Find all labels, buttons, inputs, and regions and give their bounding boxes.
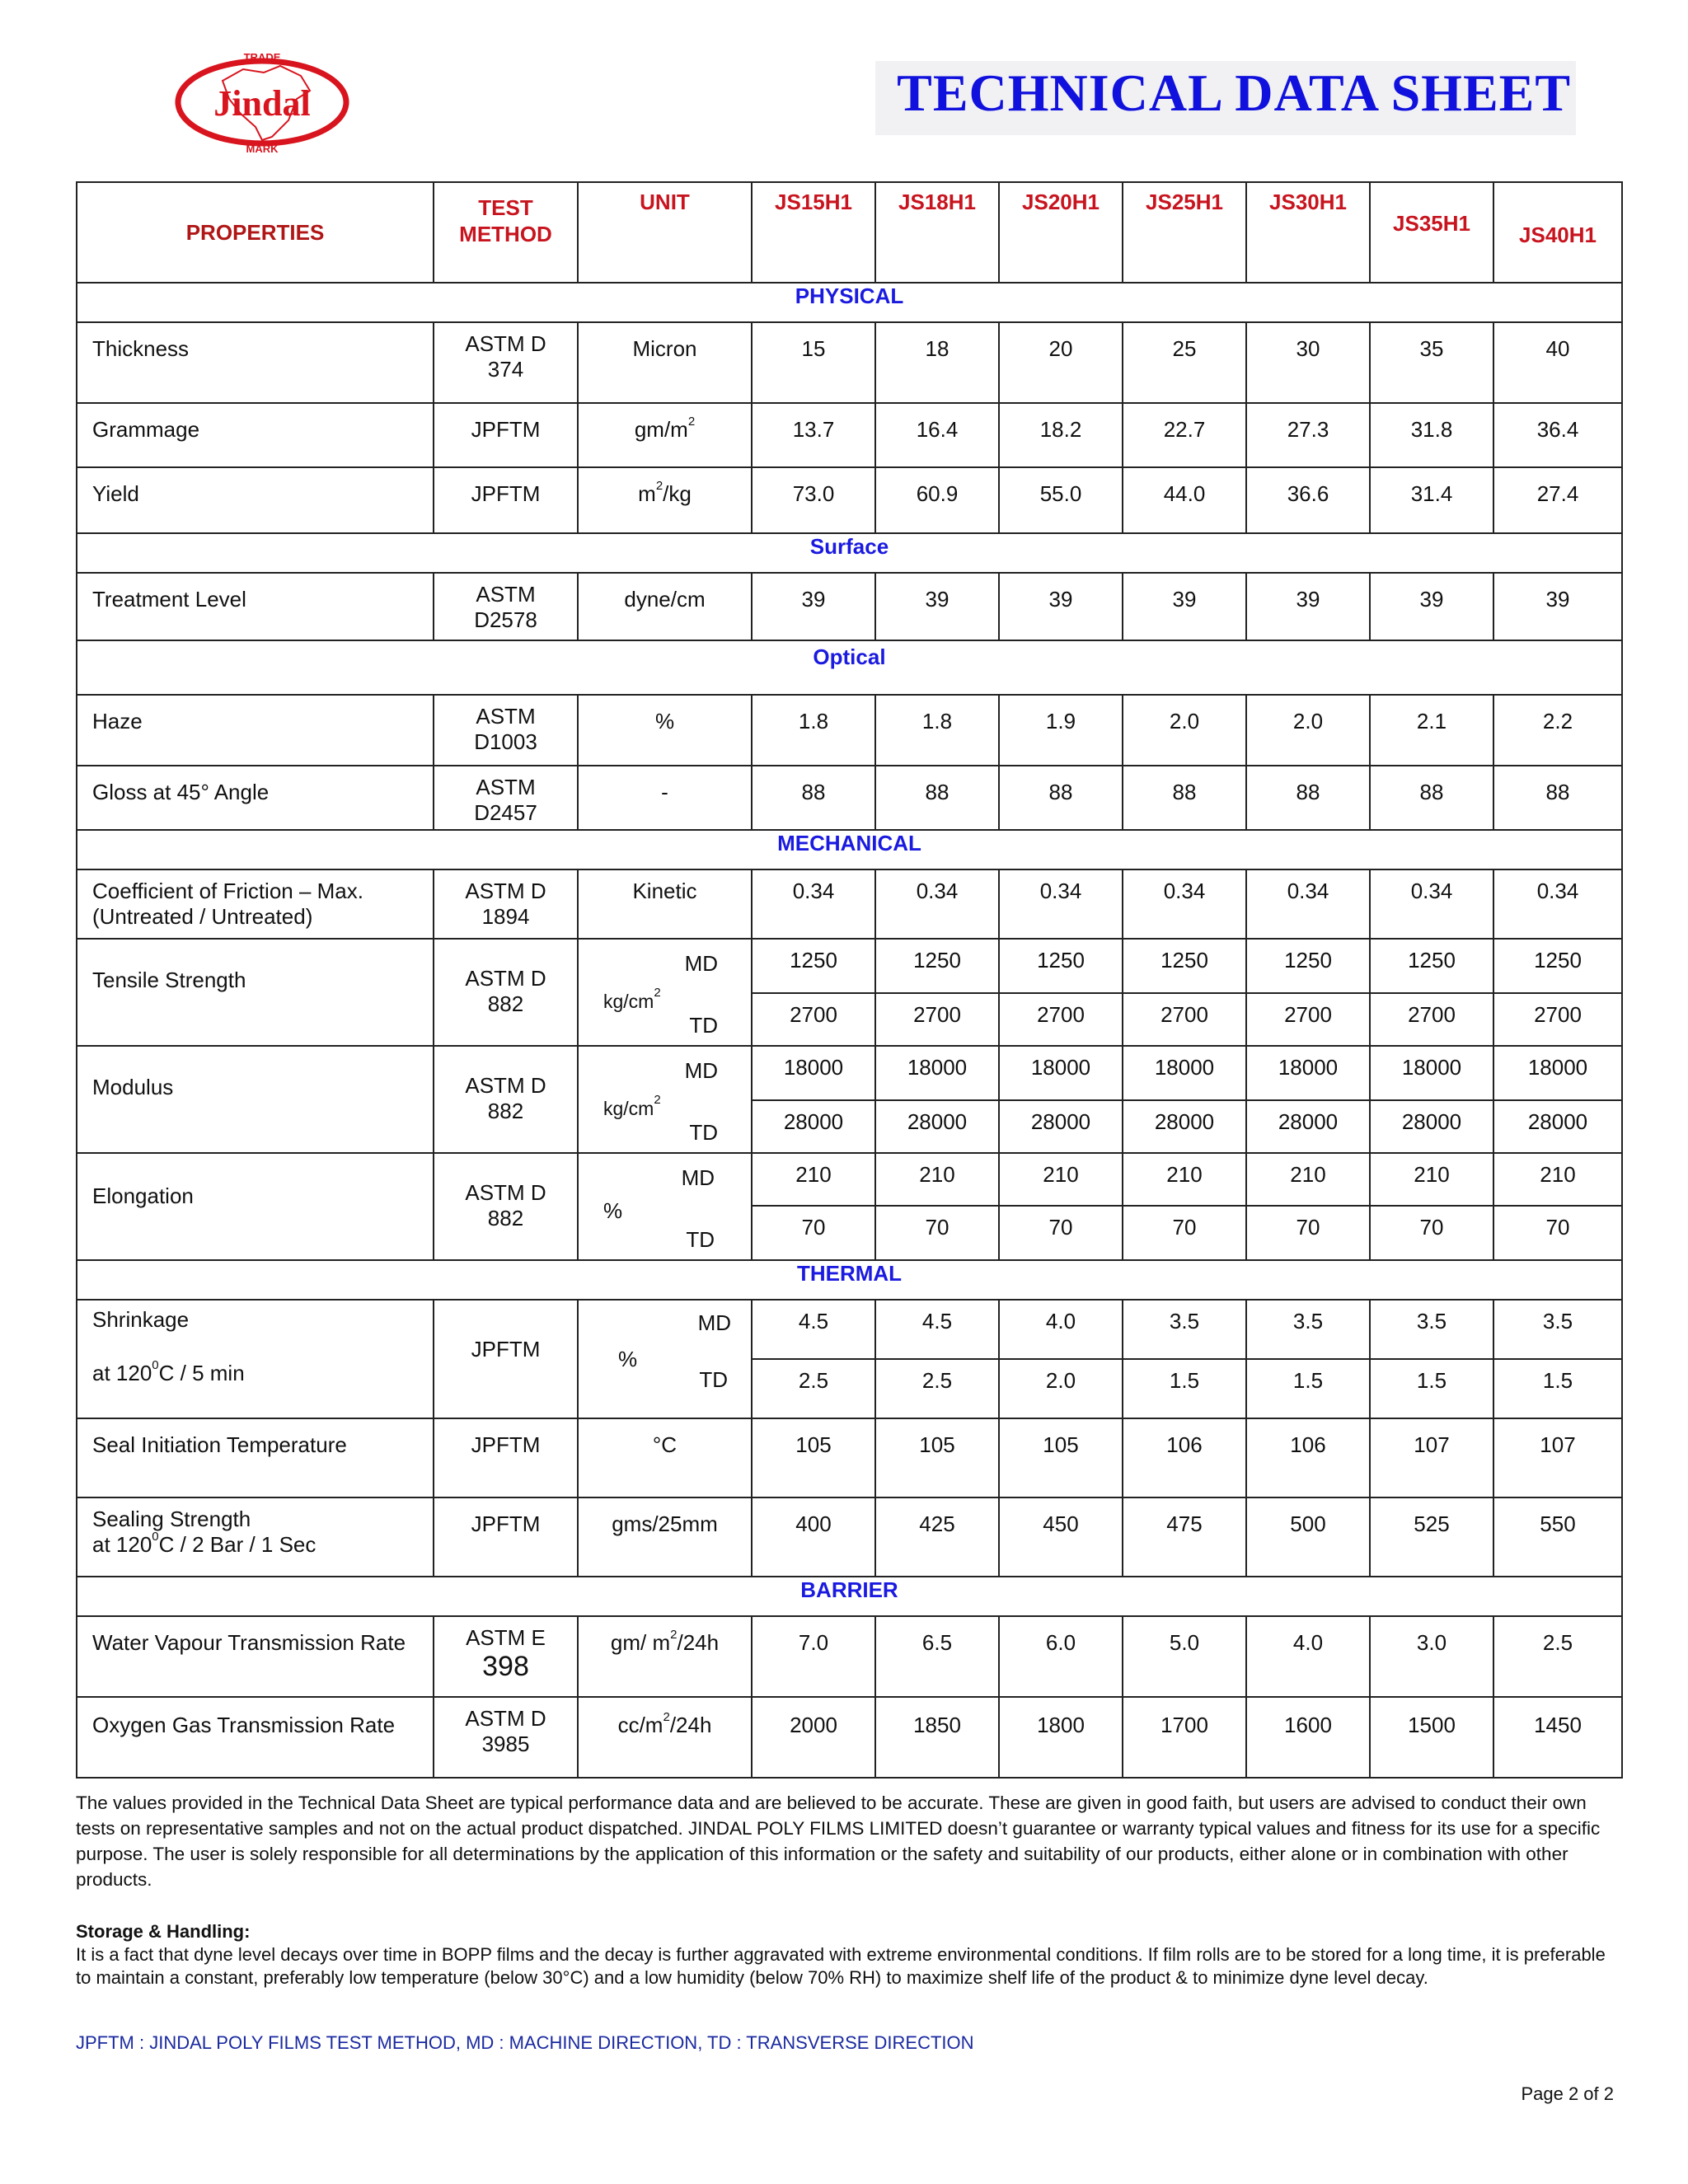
- logo-trade: TRADE: [243, 51, 281, 63]
- value-cell: 105: [875, 1418, 999, 1497]
- value-cell: 0.34: [875, 869, 999, 939]
- value-cell: 3.5: [1246, 1300, 1370, 1359]
- value-cell: 1600: [1246, 1697, 1370, 1778]
- test-method: ASTM D 882: [434, 1153, 578, 1260]
- page-number: Page 2 of 2: [1521, 2083, 1614, 2104]
- value-cell: 70: [1123, 1206, 1246, 1260]
- value-cell: 39: [1246, 573, 1370, 640]
- properties-table: [76, 181, 1623, 1779]
- value-cell: 18: [875, 322, 999, 403]
- property-name: Yield: [77, 467, 434, 533]
- value-cell: 20: [999, 322, 1123, 403]
- storage-section: [76, 1920, 1625, 1990]
- value-cell: 18000: [999, 1046, 1123, 1100]
- value-cell: 35: [1370, 322, 1493, 403]
- storage-text: It is a fact that dyne level decays over time in BOPP films and the decay is further aggravated with extreme environmental conditions. If film rolls are to be stored for a long time, it is preferable to maintain a constant, preferably low temperature (below 30°C) and a low humidity (below 70% RH) to maximize shelf life of the product & to minimize dyne level decay.: [76, 1944, 1606, 1988]
- header-properties: PROPERTIES: [77, 182, 434, 283]
- value-cell: 1250: [1493, 939, 1622, 993]
- value-cell: 2.0: [999, 1359, 1123, 1418]
- test-method: ASTM D 1894: [434, 869, 578, 939]
- test-method: JPFTM: [434, 1418, 578, 1497]
- unit: dyne/cm: [578, 573, 752, 640]
- property-name: Water Vapour Transmission Rate: [77, 1616, 434, 1697]
- value-cell: 70: [1370, 1206, 1493, 1260]
- value-cell: 2.5: [875, 1359, 999, 1418]
- value-cell: 105: [999, 1418, 1123, 1497]
- value-cell: 2.0: [1246, 695, 1370, 766]
- value-cell: 1.5: [1370, 1359, 1493, 1418]
- value-cell: 0.34: [1493, 869, 1622, 939]
- value-cell: 55.0: [999, 467, 1123, 533]
- value-cell: 1850: [875, 1697, 999, 1778]
- row-wvtr: [77, 1616, 1622, 1697]
- logo-mark: MARK: [246, 143, 279, 155]
- property-name: Grammage: [77, 403, 434, 467]
- test-method: ASTM D 3985: [434, 1697, 578, 1778]
- value-cell: 2700: [999, 993, 1123, 1046]
- value-cell: 3.5: [1370, 1300, 1493, 1359]
- value-cell: 1250: [875, 939, 999, 993]
- value-cell: 1450: [1493, 1697, 1622, 1778]
- value-cell: 30: [1246, 322, 1370, 403]
- unit: $cc/m^2/24h$: [578, 1697, 752, 1778]
- value-cell: 450: [999, 1497, 1123, 1577]
- value-cell: 28000: [999, 1100, 1123, 1153]
- section-row: [77, 1260, 1622, 1300]
- value-cell: 88: [1123, 766, 1246, 830]
- value-cell: 525: [1370, 1497, 1493, 1577]
- value-cell: 2700: [1493, 993, 1622, 1046]
- value-cell: 6.0: [999, 1616, 1123, 1697]
- value-cell: 1700: [1123, 1697, 1246, 1778]
- value-cell: 0.34: [999, 869, 1123, 939]
- value-cell: 18000: [1123, 1046, 1246, 1100]
- value-cell: 28000: [1370, 1100, 1493, 1153]
- property-name: Coefficient of Friction – Max. (Untreated / Untreated): [77, 869, 434, 939]
- value-cell: 31.8: [1370, 403, 1493, 467]
- value-cell: 1.9: [999, 695, 1123, 766]
- value-cell: 18000: [1493, 1046, 1622, 1100]
- value-cell: 27.4: [1493, 467, 1622, 533]
- header-grade: JS35H1: [1370, 182, 1493, 283]
- storage-heading: Storage & Handling:: [76, 1921, 251, 1942]
- table-header-row: [77, 182, 1622, 283]
- unit: %: [578, 695, 752, 766]
- property-name: Treatment Level: [77, 573, 434, 640]
- unit: °C: [578, 1418, 752, 1497]
- row-elongation-md: [77, 1153, 1622, 1206]
- property-name: Elongation: [77, 1153, 434, 1260]
- abbreviation-legend: JPFTM : JINDAL POLY FILMS TEST METHOD, MD : MACHINE DIRECTION, TD : TRANSVERSE DIRECTION: [76, 2032, 974, 2053]
- unit: Micron: [578, 322, 752, 403]
- section-row: [77, 1577, 1622, 1616]
- value-cell: 107: [1370, 1418, 1493, 1497]
- value-cell: 39: [1493, 573, 1622, 640]
- section-thermal: THERMAL: [77, 1260, 1622, 1300]
- value-cell: 88: [1493, 766, 1622, 830]
- property-name: Modulus: [77, 1046, 434, 1153]
- value-cell: 4.0: [1246, 1616, 1370, 1697]
- value-cell: 210: [1493, 1153, 1622, 1206]
- value-cell: 36.6: [1246, 467, 1370, 533]
- value-cell: 2700: [1123, 993, 1246, 1046]
- row-haze: [77, 695, 1622, 766]
- value-cell: 2.1: [1370, 695, 1493, 766]
- value-cell: 31.4: [1370, 467, 1493, 533]
- value-cell: 3.5: [1493, 1300, 1622, 1359]
- value-cell: 1.5: [1493, 1359, 1622, 1418]
- value-cell: 70: [875, 1206, 999, 1260]
- page-title: TECHNICAL DATA SHEET: [897, 63, 1571, 122]
- unit: gms/25mm: [578, 1497, 752, 1577]
- value-cell: 36.4: [1493, 403, 1622, 467]
- test-method: JPFTM: [434, 1497, 578, 1577]
- section-surface: Surface: [77, 533, 1622, 573]
- logo-brand: Jindal: [213, 83, 311, 124]
- value-cell: 18000: [1246, 1046, 1370, 1100]
- header-method: METHOD: [459, 222, 552, 246]
- section-row: [77, 830, 1622, 869]
- value-cell: 18000: [1370, 1046, 1493, 1100]
- header-grade: JS18H1: [875, 182, 999, 283]
- value-cell: 475: [1123, 1497, 1246, 1577]
- row-seal-initiation: [77, 1418, 1622, 1497]
- section-optical: Optical: [77, 640, 1622, 695]
- section-barrier: BARRIER: [77, 1577, 1622, 1616]
- row-cof: [77, 869, 1622, 939]
- value-cell: 107: [1493, 1418, 1622, 1497]
- property-name: Thickness: [77, 322, 434, 403]
- test-method: JPFTM: [434, 403, 578, 467]
- test-method: ASTM D2578: [434, 573, 578, 640]
- row-shrinkage-md: [77, 1300, 1622, 1359]
- value-cell: 73.0: [752, 467, 875, 533]
- value-cell: 39: [999, 573, 1123, 640]
- row-grammage: [77, 403, 1622, 467]
- property-name: Haze: [77, 695, 434, 766]
- header-grade: JS20H1: [999, 182, 1123, 283]
- value-cell: 1.5: [1246, 1359, 1370, 1418]
- value-cell: 106: [1123, 1418, 1246, 1497]
- value-cell: 60.9: [875, 467, 999, 533]
- value-cell: 210: [752, 1153, 875, 1206]
- value-cell: 25: [1123, 322, 1246, 403]
- title-box: [875, 61, 1576, 135]
- header-grade: JS15H1: [752, 182, 875, 283]
- value-cell: 2000: [752, 1697, 875, 1778]
- unit: MD % TD: [578, 1300, 752, 1418]
- value-cell: 4.5: [875, 1300, 999, 1359]
- value-cell: 425: [875, 1497, 999, 1577]
- header-grade: JS30H1: [1246, 182, 1370, 283]
- unit: MD % TD: [578, 1153, 752, 1260]
- value-cell: 16.4: [875, 403, 999, 467]
- value-cell: 28000: [1246, 1100, 1370, 1153]
- value-cell: 13.7: [752, 403, 875, 467]
- section-mechanical: MECHANICAL: [77, 830, 1622, 869]
- header-unit: UNIT: [578, 182, 752, 283]
- value-cell: 44.0: [1123, 467, 1246, 533]
- value-cell: 106: [1246, 1418, 1370, 1497]
- value-cell: 2700: [875, 993, 999, 1046]
- value-cell: 1.8: [875, 695, 999, 766]
- value-cell: 400: [752, 1497, 875, 1577]
- value-cell: 70: [1246, 1206, 1370, 1260]
- test-method: ASTM E 398: [434, 1616, 578, 1697]
- unit: $m^2/kg$: [578, 467, 752, 533]
- value-cell: 0.34: [1370, 869, 1493, 939]
- value-cell: 3.5: [1123, 1300, 1246, 1359]
- value-cell: 39: [752, 573, 875, 640]
- value-cell: 1800: [999, 1697, 1123, 1778]
- value-cell: 210: [1123, 1153, 1246, 1206]
- unit: -: [578, 766, 752, 830]
- value-cell: 6.5: [875, 1616, 999, 1697]
- row-treatment-level: [77, 573, 1622, 640]
- unit: MD $kg/cm^2$ TD: [578, 1046, 752, 1153]
- unit: Kinetic: [578, 869, 752, 939]
- value-cell: 28000: [752, 1100, 875, 1153]
- value-cell: 40: [1493, 322, 1622, 403]
- section-row: [77, 283, 1622, 322]
- value-cell: 3.0: [1370, 1616, 1493, 1697]
- value-cell: 1250: [999, 939, 1123, 993]
- property-name: Shrinkage at $120^0C / 5$ min: [77, 1300, 434, 1418]
- value-cell: 1500: [1370, 1697, 1493, 1778]
- value-cell: 2700: [752, 993, 875, 1046]
- property-name: Gloss at 45° Angle: [77, 766, 434, 830]
- property-name: Seal Initiation Temperature: [77, 1418, 434, 1497]
- value-cell: 39: [1370, 573, 1493, 640]
- value-cell: 88: [999, 766, 1123, 830]
- test-method: ASTM D2457: [434, 766, 578, 830]
- unit: MD $kg/cm^2$ TD: [578, 939, 752, 1046]
- value-cell: 88: [1370, 766, 1493, 830]
- value-cell: 210: [1246, 1153, 1370, 1206]
- value-cell: 210: [1370, 1153, 1493, 1206]
- test-method: ASTM D 882: [434, 1046, 578, 1153]
- property-name: Sealing Strength at $120^0C / 2$ Bar / 1 Sec: [77, 1497, 434, 1577]
- section-physical: PHYSICAL: [77, 283, 1622, 322]
- value-cell: 18000: [752, 1046, 875, 1100]
- unit: $gm/m^2$: [578, 403, 752, 467]
- section-row: [77, 533, 1622, 573]
- value-cell: 88: [875, 766, 999, 830]
- value-cell: 7.0: [752, 1616, 875, 1697]
- value-cell: 4.0: [999, 1300, 1123, 1359]
- row-otr: [77, 1697, 1622, 1778]
- value-cell: 2.0: [1123, 695, 1246, 766]
- header-grade: JS40H1: [1493, 182, 1622, 283]
- value-cell: 1.5: [1123, 1359, 1246, 1418]
- value-cell: 550: [1493, 1497, 1622, 1577]
- value-cell: 0.34: [752, 869, 875, 939]
- value-cell: 28000: [875, 1100, 999, 1153]
- header-test-method: [434, 182, 578, 283]
- header-test: TEST: [478, 195, 533, 220]
- value-cell: 70: [752, 1206, 875, 1260]
- value-cell: 28000: [1493, 1100, 1622, 1153]
- test-method: ASTM D 374: [434, 322, 578, 403]
- value-cell: 70: [999, 1206, 1123, 1260]
- value-cell: 2700: [1246, 993, 1370, 1046]
- jindal-logo: [165, 48, 363, 155]
- value-cell: 210: [875, 1153, 999, 1206]
- property-name: Oxygen Gas Transmission Rate: [77, 1697, 434, 1778]
- value-cell: 1250: [1123, 939, 1246, 993]
- property-name: Tensile Strength: [77, 939, 434, 1046]
- unit: gm/ $m^2/24h$: [578, 1616, 752, 1697]
- value-cell: 2.5: [752, 1359, 875, 1418]
- test-method: ASTM D 882: [434, 939, 578, 1046]
- value-cell: 5.0: [1123, 1616, 1246, 1697]
- value-cell: 1250: [752, 939, 875, 993]
- row-yield: [77, 467, 1622, 533]
- value-cell: 500: [1246, 1497, 1370, 1577]
- value-cell: 2700: [1370, 993, 1493, 1046]
- value-cell: 70: [1493, 1206, 1622, 1260]
- row-gloss: [77, 766, 1622, 830]
- value-cell: 18.2: [999, 403, 1123, 467]
- value-cell: 27.3: [1246, 403, 1370, 467]
- value-cell: 88: [752, 766, 875, 830]
- value-cell: 88: [1246, 766, 1370, 830]
- value-cell: 1.8: [752, 695, 875, 766]
- value-cell: 1250: [1370, 939, 1493, 993]
- value-cell: 18000: [875, 1046, 999, 1100]
- value-cell: 4.5: [752, 1300, 875, 1359]
- value-cell: 39: [875, 573, 999, 640]
- value-cell: 39: [1123, 573, 1246, 640]
- row-thickness: [77, 322, 1622, 403]
- value-cell: 210: [999, 1153, 1123, 1206]
- value-cell: 15: [752, 322, 875, 403]
- value-cell: 28000: [1123, 1100, 1246, 1153]
- value-cell: 0.34: [1123, 869, 1246, 939]
- value-cell: 1250: [1246, 939, 1370, 993]
- value-cell: 2.2: [1493, 695, 1622, 766]
- disclaimer: The values provided in the Technical Data Sheet are typical performance data and are believed to be accurate. These are given in good faith, but users are advised to conduct their own tests on representative samples and not on the actual product dispatched. JINDAL POLY FILMS LIMITED doesn’t guarantee or warranty typical values and fitness for its use for a specific purpose. The user is solely responsible for all determinations by the application of this information or the safety and suitability of our products, either alone or in combination with other products.: [76, 1793, 1601, 1890]
- test-method: ASTM D1003: [434, 695, 578, 766]
- value-cell: 105: [752, 1418, 875, 1497]
- header-grade: JS25H1: [1123, 182, 1246, 283]
- value-cell: 0.34: [1246, 869, 1370, 939]
- row-sealing-strength: [77, 1497, 1622, 1577]
- row-modulus-md: [77, 1046, 1622, 1100]
- row-tensile-md: [77, 939, 1622, 993]
- section-row: [77, 640, 1622, 695]
- value-cell: 2.5: [1493, 1616, 1622, 1697]
- value-cell: 22.7: [1123, 403, 1246, 467]
- test-method: JPFTM: [434, 467, 578, 533]
- test-method: JPFTM: [434, 1300, 578, 1418]
